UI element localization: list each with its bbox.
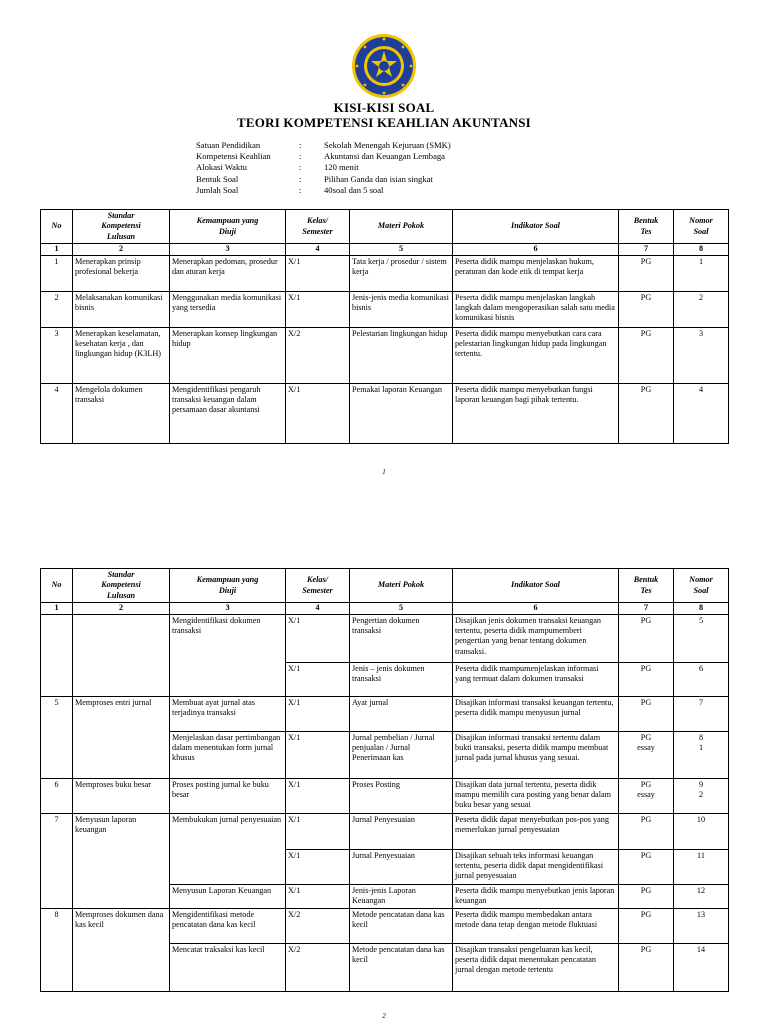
header-kelas	[286, 569, 350, 603]
cell-materi: Jurnal pembelian / Jurnal penjualan / Jurnal Penerimaan kas	[350, 732, 453, 779]
cell-nomor: 2	[674, 292, 729, 328]
cell-materi: Tata kerja / prosedur / sistem kerja	[350, 256, 453, 292]
cell-skl	[73, 615, 170, 697]
header-kelas	[286, 210, 350, 244]
cell-kemampuan: Menerapkan pedoman, prosedur dan aturan kerja	[170, 256, 286, 292]
cell-nomor: 11	[674, 850, 729, 885]
header-no: No	[41, 210, 73, 244]
cell-no: 4	[41, 384, 73, 444]
page-number: 1	[382, 468, 386, 476]
cell-materi: Jurnal Penyesuaian	[350, 814, 453, 850]
table-row	[41, 909, 729, 944]
cell-nomor: 6	[674, 663, 729, 697]
cell-kelas: X/1	[286, 663, 350, 697]
cell-kelas: X/1	[286, 850, 350, 885]
cell-bentuk: PG	[619, 256, 674, 292]
cell-indikator: Disajikan data jurnal tertentu, peserta didik mampu memilih cara posting yang benar dalam buku besar yang sesuai	[453, 779, 619, 814]
cell-kelas: X/1	[286, 732, 350, 779]
info-label: Bentuk Soal	[196, 173, 239, 184]
cell-nomor: 10	[674, 814, 729, 850]
kisi-table-page-2	[40, 568, 729, 992]
header-standar	[73, 210, 170, 244]
cell-kelas: X/1	[286, 256, 350, 292]
info-colon: :	[299, 140, 302, 150]
header-nomor	[674, 569, 729, 603]
cell-no: 3	[41, 328, 73, 384]
cell-kelas: X/1	[286, 292, 350, 328]
page-number: 2	[382, 1012, 386, 1020]
table-row	[41, 697, 729, 732]
cell-indikator: Peserta didik mampu menyebutkan cara cara pelestarian lingkungan hidup pada lingkungan tertentu.	[453, 328, 619, 384]
column-number: 4	[286, 244, 350, 256]
cell-materi: Metode pencatatan dana kas kecil	[350, 944, 453, 992]
cell-kemampuan: Menerapkan konsep lingkungan hidup	[170, 328, 286, 384]
column-number: 1	[41, 603, 73, 615]
header-row	[41, 210, 729, 244]
cell-kelas: X/1	[286, 697, 350, 732]
table-row	[41, 814, 729, 850]
header-materi: Materi Pokok	[350, 569, 453, 603]
header-text: Semester	[302, 226, 333, 236]
header-row	[41, 569, 729, 603]
table-row	[41, 292, 729, 328]
info-colon: :	[299, 162, 302, 173]
info-value: Akuntansi dan Keuangan Lembaga	[324, 151, 445, 162]
cell-bentuk: PG	[619, 850, 674, 885]
info-value: Sekolah Menengah Kejuruan (SMK)	[324, 140, 451, 150]
info-colon: :	[299, 184, 302, 195]
cell-skl: Mengelola dokumen transaksi	[73, 384, 170, 444]
cell-materi: Proses Posting	[350, 779, 453, 814]
cell-nomor: 5	[674, 615, 729, 663]
header-text: Nomor	[689, 575, 713, 585]
cell-indikator: Peserta didik mampumenjelaskan informasi yang termuat dalam dokumen transaksi	[453, 663, 619, 697]
header-text: Diuji	[218, 226, 237, 236]
bentuk-value: PG	[640, 733, 652, 742]
nomor-value: 9	[698, 780, 704, 789]
cell-bentuk: PG	[619, 615, 674, 663]
kisi-table-page-1	[40, 209, 729, 444]
page-2	[0, 566, 768, 1024]
column-number: 8	[674, 244, 729, 256]
cell-kelas: X/1	[286, 779, 350, 814]
cell-materi: Ayat jurnal	[350, 697, 453, 732]
cell-materi: Pengertian dokumen transaksi	[350, 615, 453, 663]
cell-skl: Memproses entri jurnal	[73, 697, 170, 779]
header-text: Kompetensi	[101, 221, 141, 231]
cell-nomor: 14	[674, 944, 729, 992]
cell-materi: Jenis-jenis Laporan Keuangan	[350, 885, 453, 909]
cell-materi: Jenis-jenis media komunikasi bisnis	[350, 292, 453, 328]
cell-kelas: X/1	[286, 814, 350, 850]
cell-indikator: Disajikan sebuah teks informasi keuangan tertentu, peserta didik dapat mengidentifikasi jurnal penyesuaian	[453, 850, 619, 885]
school-emblem-icon	[351, 33, 417, 99]
header-text: Kemampuan yang	[196, 216, 259, 226]
document-info	[196, 140, 451, 196]
cell-indikator: Disajikan jenis dokumen transaksi keuangan tertentu, peserta didik mampumemberi pengertian yang benar tentang dokumen transaksi.	[453, 615, 619, 663]
cell-nomor: 4	[674, 384, 729, 444]
info-row	[196, 185, 451, 196]
cell-skl: Menyusun laporan keuangan	[73, 814, 170, 909]
bentuk-value: PG	[640, 780, 652, 789]
header-text: Tes	[640, 226, 652, 236]
cell-nomor: 1	[674, 256, 729, 292]
info-row	[196, 174, 451, 185]
cell-indikator: Peserta didik mampu menyebutkan jenis laporan keuangan	[453, 885, 619, 909]
cell-materi: Pemakai laporan Keuangan	[350, 384, 453, 444]
header-bentuk	[619, 569, 674, 603]
column-number: 3	[170, 244, 286, 256]
column-number: 2	[73, 603, 170, 615]
cell-skl: Memproses buku besar	[73, 779, 170, 814]
cell-bentuk: PG	[619, 384, 674, 444]
cell-no: 8	[41, 909, 73, 992]
header-text: Standar	[107, 570, 135, 580]
column-number: 6	[453, 244, 619, 256]
header-text: Bentuk	[633, 216, 659, 226]
info-label: Satuan Pendidikan	[196, 140, 261, 150]
header-kemampuan	[170, 210, 286, 244]
column-number: 8	[674, 603, 729, 615]
cell-nomor: 7	[674, 697, 729, 732]
info-value: Pilihan Ganda dan isian singkat	[324, 173, 433, 184]
column-number: 7	[619, 603, 674, 615]
cell-indikator: Disajikan informasi transaksi keuangan tertentu, peserta didik mampu menyusun jurnal	[453, 697, 619, 732]
cell-kemampuan: Mengidentifikasi pengaruh transaksi keuangan dalam persamaan dasar akuntansi	[170, 384, 286, 444]
info-value: 40soal dan 5 soal	[324, 184, 384, 195]
cell-indikator: Peserta didik dapat menyebutkan pos-pos yang memerlukan jurnal penyesuaian	[453, 814, 619, 850]
cell-skl: Melaksanakan komunikasi bisnis	[73, 292, 170, 328]
bentuk-value: essay	[637, 743, 655, 753]
cell-nomor	[674, 732, 729, 779]
cell-kemampuan: Membuat ayat jurnal atas terjadinya transaksi	[170, 697, 286, 732]
column-number: 6	[453, 603, 619, 615]
cell-nomor	[674, 779, 729, 814]
cell-bentuk: PG	[619, 944, 674, 992]
cell-kemampuan: Menyusun Laporan Keuangan	[170, 885, 286, 909]
cell-kemampuan: Mengidentifikasi metode pencatatan dana kas kecil	[170, 909, 286, 944]
info-value: 120 menit	[324, 162, 359, 173]
cell-kelas: X/2	[286, 328, 350, 384]
cell-materi: Jurnal Penyesuaian	[350, 850, 453, 885]
header-kemampuan	[170, 569, 286, 603]
page-1	[0, 0, 768, 500]
column-number: 1	[41, 244, 73, 256]
document-subtitle: TEORI KOMPETENSI KEAHLIAN AKUNTANSI	[237, 115, 531, 130]
cell-skl: Menerapkan prinsip profesional bekerja	[73, 256, 170, 292]
cell-kemampuan: Mengidentifikasi dokumen transaksi	[170, 615, 286, 697]
info-label: Jumlah Soal	[196, 184, 239, 195]
cell-materi: Metode pencatatan dana kas kecil	[350, 909, 453, 944]
table-row	[41, 779, 729, 814]
cell-no: 6	[41, 779, 73, 814]
cell-indikator: Peserta didik mampu menjelaskan langkah langkah dalam mengoperasikan salah satu media komunikasi bisnis	[453, 292, 619, 328]
table-row	[41, 615, 729, 663]
header-standar	[73, 569, 170, 603]
table-row	[41, 328, 729, 384]
cell-kemampuan: Proses posting jurnal ke buku besar	[170, 779, 286, 814]
header-text: Nomor	[689, 216, 713, 226]
cell-bentuk: PG	[619, 663, 674, 697]
info-row	[196, 140, 451, 151]
cell-kemampuan: Menjelaskan dasar pertimbangan dalam menentukan form jurnal khusus	[170, 732, 286, 779]
header-no: No	[41, 569, 73, 603]
column-number: 5	[350, 603, 453, 615]
table-row	[41, 384, 729, 444]
header-materi: Materi Pokok	[350, 210, 453, 244]
cell-bentuk: PG	[619, 885, 674, 909]
cell-no: 2	[41, 292, 73, 328]
header-text: Soal	[693, 585, 709, 595]
header-text: Tes	[640, 585, 652, 595]
info-label: Alokasi Waktu	[196, 162, 247, 173]
cell-no: 1	[41, 256, 73, 292]
cell-no	[41, 615, 73, 697]
cell-nomor: 12	[674, 885, 729, 909]
header-text: Kelas/	[307, 216, 328, 226]
cell-indikator: Disajikan transaksi pengeluaran kas kecil, peserta didik dapat menentukan pencatatan jurnal dengan metode tertentu	[453, 944, 619, 992]
cell-skl: Menerapkan keselamatan, kesehatan kerja , dan lingkungan hidup (K3LH)	[73, 328, 170, 384]
header-indikator: Indikator Soal	[453, 210, 619, 244]
header-text: Bentuk	[633, 575, 659, 585]
info-colon: :	[299, 173, 302, 184]
cell-bentuk: PG	[619, 328, 674, 384]
info-row	[196, 162, 451, 173]
header-text: Soal	[693, 226, 709, 236]
cell-nomor: 3	[674, 328, 729, 384]
cell-indikator: Peserta didik mampu menjelaskan hukum, peraturan dan kode etik di tempat kerja	[453, 256, 619, 292]
cell-skl: Memproses dokumen dana kas kecil	[73, 909, 170, 992]
cell-bentuk: PG	[619, 909, 674, 944]
header-text: Kemampuan yang	[196, 575, 259, 585]
cell-nomor: 13	[674, 909, 729, 944]
column-number: 5	[350, 244, 453, 256]
nomor-value: 2	[698, 790, 704, 800]
header-text: Lulusan	[106, 231, 136, 241]
cell-kelas: X/1	[286, 615, 350, 663]
cell-bentuk: PG	[619, 814, 674, 850]
header-text: Semester	[302, 585, 333, 595]
header-bentuk	[619, 210, 674, 244]
header-text: Diuji	[218, 585, 237, 595]
header-text: Kelas/	[307, 575, 328, 585]
cell-materi: Pelestarian lingkungan hidup	[350, 328, 453, 384]
column-number: 7	[619, 244, 674, 256]
nomor-value: 8	[698, 733, 704, 742]
cell-kelas: X/1	[286, 384, 350, 444]
cell-kelas: X/1	[286, 885, 350, 909]
cell-indikator: Peserta didik mampu menyebutkan fungsi laporan keuangan bagi pihak tertentu.	[453, 384, 619, 444]
cell-bentuk: PG	[619, 292, 674, 328]
cell-kemampuan: Menggunakan media komunikasi yang tersedia	[170, 292, 286, 328]
header-nomor	[674, 210, 729, 244]
cell-kemampuan: Mencatat traksaksi kas kecil	[170, 944, 286, 992]
cell-no: 5	[41, 697, 73, 779]
info-label: Kompetensi Keahlian	[196, 151, 271, 162]
cell-indikator: Disajikan informasi transaksi tertentu dalam bukti transaksi, peserta didik mampu membuat jurnal pada jurnal khusus yang sesuai.	[453, 732, 619, 779]
cell-bentuk: PG	[619, 697, 674, 732]
bentuk-value: essay	[637, 790, 655, 800]
document-title: KISI-KISI SOAL	[333, 100, 435, 115]
info-colon: :	[299, 151, 302, 162]
column-number: 2	[73, 244, 170, 256]
nomor-value: 1	[698, 743, 704, 753]
cell-bentuk	[619, 732, 674, 779]
cell-bentuk	[619, 779, 674, 814]
header-text: Kompetensi	[101, 580, 141, 590]
cell-indikator: Peserta didik mampu membedakan antara metode dana tetap dengan metode fluktuasi	[453, 909, 619, 944]
column-number: 3	[170, 603, 286, 615]
column-number-row	[41, 244, 729, 256]
column-number: 4	[286, 603, 350, 615]
cell-kelas: X/2	[286, 944, 350, 992]
cell-materi: Jenis – jenis dokumen transaksi	[350, 663, 453, 697]
cell-no: 7	[41, 814, 73, 909]
cell-kemampuan: Membukukan jurnal penyesuaian	[170, 814, 286, 885]
header-text: Lulusan	[106, 590, 136, 600]
header-indikator: Indikator Soal	[453, 569, 619, 603]
column-number-row	[41, 603, 729, 615]
cell-kelas: X/2	[286, 909, 350, 944]
header-text: Standar	[107, 211, 135, 221]
table-row	[41, 256, 729, 292]
info-row	[196, 151, 451, 162]
